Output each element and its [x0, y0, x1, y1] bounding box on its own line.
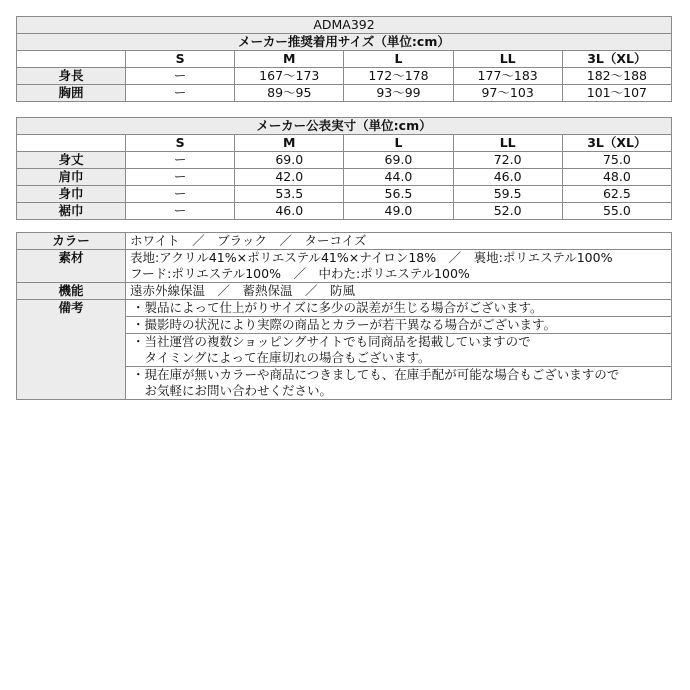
cell: 177〜183	[453, 68, 562, 85]
cell: 55.0	[562, 203, 671, 220]
function-value: 遠赤外線保温 ／ 蓄熱保温 ／ 防風	[126, 283, 672, 300]
cell: 46.0	[453, 169, 562, 186]
cell: 53.5	[235, 186, 344, 203]
table-row	[17, 169, 672, 186]
measurement-table	[16, 117, 672, 220]
size-header-row	[17, 135, 672, 152]
size-s: S	[126, 135, 235, 152]
table-row	[17, 203, 672, 220]
size-l: L	[344, 51, 453, 68]
color-value: ホワイト ／ ブラック ／ ターコイズ	[126, 233, 672, 250]
size-l: L	[344, 135, 453, 152]
product-code: ADMA392	[17, 17, 672, 34]
size-ll: LL	[453, 135, 562, 152]
size-ll: LL	[453, 51, 562, 68]
cell: 72.0	[453, 152, 562, 169]
measurement-chart-title: メーカー公表実寸（単位:cm）	[17, 118, 672, 135]
row-label-hem: 裾巾	[17, 203, 126, 220]
cell: 101〜107	[562, 85, 671, 102]
table-row	[17, 85, 672, 102]
function-row	[17, 283, 672, 300]
note-item-cont: タイミングによって在庫切れの場合もございます。	[126, 350, 672, 367]
row-label-shoulder: 肩巾	[17, 169, 126, 186]
cell: 46.0	[235, 203, 344, 220]
cell: 75.0	[562, 152, 671, 169]
notes-label: 備考	[17, 300, 126, 400]
material-label: 素材	[17, 250, 126, 283]
blank-cell	[17, 135, 126, 152]
cell: 172〜178	[344, 68, 453, 85]
material-line-2: フード:ポリエステル100% ／ 中わた:ポリエステル100%	[126, 266, 672, 283]
material-row	[17, 250, 672, 267]
cell: ー	[126, 186, 235, 203]
product-details-table	[16, 232, 672, 400]
cell: 56.5	[344, 186, 453, 203]
recommended-size-table	[16, 16, 672, 102]
row-label-width: 身巾	[17, 186, 126, 203]
size-header-row	[17, 51, 672, 68]
blank-cell	[17, 51, 126, 68]
cell: 69.0	[235, 152, 344, 169]
size-3l: 3L（XL）	[562, 51, 671, 68]
cell: 97〜103	[453, 85, 562, 102]
note-item: ・撮影時の状況により実際の商品とカラーが若干異なる場合がございます。	[126, 317, 672, 334]
notes-row	[17, 300, 672, 317]
cell: 49.0	[344, 203, 453, 220]
cell: 69.0	[344, 152, 453, 169]
cell: 167〜173	[235, 68, 344, 85]
function-label: 機能	[17, 283, 126, 300]
cell: 52.0	[453, 203, 562, 220]
note-item: ・当社運営の複数ショッピングサイトでも同商品を掲載していますので	[126, 334, 672, 351]
cell: 44.0	[344, 169, 453, 186]
note-item: ・現在庫が無いカラーや商品につきましても、在庫手配が可能な場合もございますので	[126, 367, 672, 384]
row-label-chest: 胸囲	[17, 85, 126, 102]
cell: ー	[126, 85, 235, 102]
cell: ー	[126, 152, 235, 169]
cell: 48.0	[562, 169, 671, 186]
color-label: カラー	[17, 233, 126, 250]
cell: ー	[126, 169, 235, 186]
note-item: ・製品によって仕上がりサイズに多少の誤差が生じる場合がございます。	[126, 300, 672, 317]
table-row	[17, 152, 672, 169]
row-label-length: 身丈	[17, 152, 126, 169]
cell: 93〜99	[344, 85, 453, 102]
cell: ー	[126, 203, 235, 220]
cell: 42.0	[235, 169, 344, 186]
color-row	[17, 233, 672, 250]
size-s: S	[126, 51, 235, 68]
row-label-height: 身長	[17, 68, 126, 85]
size-chart-title: メーカー推奨着用サイズ（単位:cm）	[17, 34, 672, 51]
size-3l: 3L（XL）	[562, 135, 671, 152]
note-item-cont: お気軽にお問い合わせください。	[126, 383, 672, 400]
cell: 89〜95	[235, 85, 344, 102]
cell: 59.5	[453, 186, 562, 203]
material-line-1: 表地:アクリル41%×ポリエステル41%×ナイロン18% ／ 裏地:ポリエステル100%	[126, 250, 672, 267]
cell: ー	[126, 68, 235, 85]
table-row	[17, 186, 672, 203]
table-row	[17, 68, 672, 85]
size-m: M	[235, 51, 344, 68]
cell: 182〜188	[562, 68, 671, 85]
cell: 62.5	[562, 186, 671, 203]
size-m: M	[235, 135, 344, 152]
